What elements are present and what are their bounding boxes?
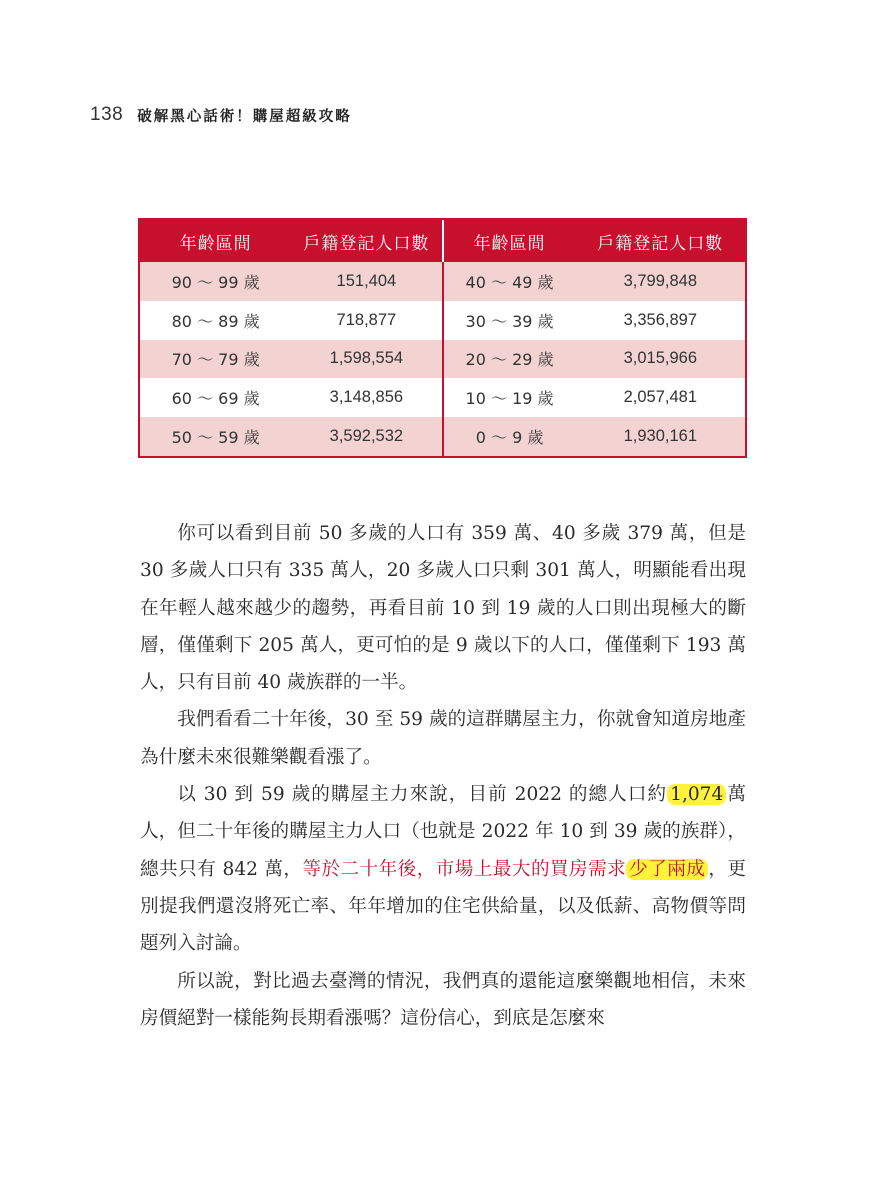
population-table-frame (138, 218, 747, 458)
age-range-cell: 90 ～ 99 歲 (140, 262, 291, 301)
paragraph-3-text-a: 以 30 到 59 歲的購屋主力來說，目前 2022 的總人口約 (177, 784, 668, 806)
header-age-range-right: 年齡區間 (443, 220, 576, 262)
age-range-cell: 70 ～ 79 歲 (140, 340, 291, 379)
age-range-cell: 40 ～ 49 歲 (443, 262, 576, 301)
emphasis-demand-drop: 等於二十年後，市場上最大的買房需求 (302, 858, 627, 880)
header-age-range-left: 年齡區間 (140, 220, 291, 262)
header-population-left: 戶籍登記人口數 (291, 220, 442, 262)
page-number: 138 (90, 104, 124, 125)
table-row (140, 417, 745, 456)
age-range-cell: 20 ～ 29 歲 (443, 340, 576, 379)
population-cell: 3,148,856 (329, 388, 404, 407)
age-range-cell: 10 ～ 19 歲 (443, 378, 576, 417)
table-row (140, 262, 745, 301)
population-cell: 3,356,897 (623, 310, 697, 329)
population-cell: 3,015,966 (576, 340, 745, 379)
highlight-total-population: 1,074 (667, 784, 726, 805)
age-range-cell: 30 ～ 39 歲 (443, 301, 576, 340)
population-cell: 718,877 (336, 310, 397, 329)
highlight-twenty-percent: 少了兩成 (626, 859, 708, 880)
book-title: 破解黑心話術！購屋超級攻略 (137, 108, 352, 125)
table-row (140, 378, 745, 417)
table-row (140, 340, 745, 379)
population-cell: 3,592,532 (291, 417, 442, 456)
age-range-cell: 0 ～ 9 歲 (443, 417, 576, 456)
paragraph-3-text-b: 萬人，但二十年後的購屋主力人口（也就是 2022 年 10 到 39 歲的族群），總共只有 842 萬， (140, 784, 746, 880)
table-row (140, 301, 745, 340)
body-text (140, 515, 746, 1037)
header-population-right: 戶籍登記人口數 (576, 220, 745, 262)
population-table (140, 220, 745, 456)
paragraph-1: 你可以看到目前 50 多歲的人口有 359 萬、40 多歲 379 萬，但是 30 多歲人口只有 335 萬人，20 多歲人口只剩 301 萬人，明顯能看出現在年輕人越來越少的趨勢，再看目前 10 到 19 歲的人口則出現極大的斷層，僅僅剩下 205 萬人，更可怕的是 9 歲以下的人口，僅僅剩下 193 萬人，只有目前 40 歲族群的一半。 (140, 523, 746, 694)
paragraph-4: 所以說，對比過去臺灣的情況，我們真的還能這麼樂觀地相信，未來房價絕對一樣能夠長期看漲嗎？這份信心，到底是怎麼來 (140, 970, 746, 1029)
age-range-cell: 60 ～ 69 歲 (171, 389, 260, 409)
population-cell: 151,404 (291, 262, 442, 301)
age-range-cell: 50 ～ 59 歲 (140, 417, 291, 456)
age-range-cell: 80 ～ 89 歲 (171, 311, 260, 331)
paragraph-3-text-c: ，更別提我們還沒將死亡率、年年增加的住宅供給量，以及低薪、高物價等問題列入討論。 (140, 858, 746, 955)
population-cell: 3,799,848 (576, 262, 745, 301)
population-cell: 1,930,161 (576, 417, 745, 456)
population-cell: 2,057,481 (623, 388, 697, 407)
paragraph-3 (140, 776, 746, 962)
population-cell: 1,598,554 (291, 340, 442, 379)
paragraph-2: 我們看看二十年後，30 至 59 歲的這群購屋主力，你就會知道房地產為什麼未來很難樂觀看漲了。 (140, 709, 746, 768)
table-header-row (140, 220, 745, 262)
running-header (90, 100, 352, 130)
